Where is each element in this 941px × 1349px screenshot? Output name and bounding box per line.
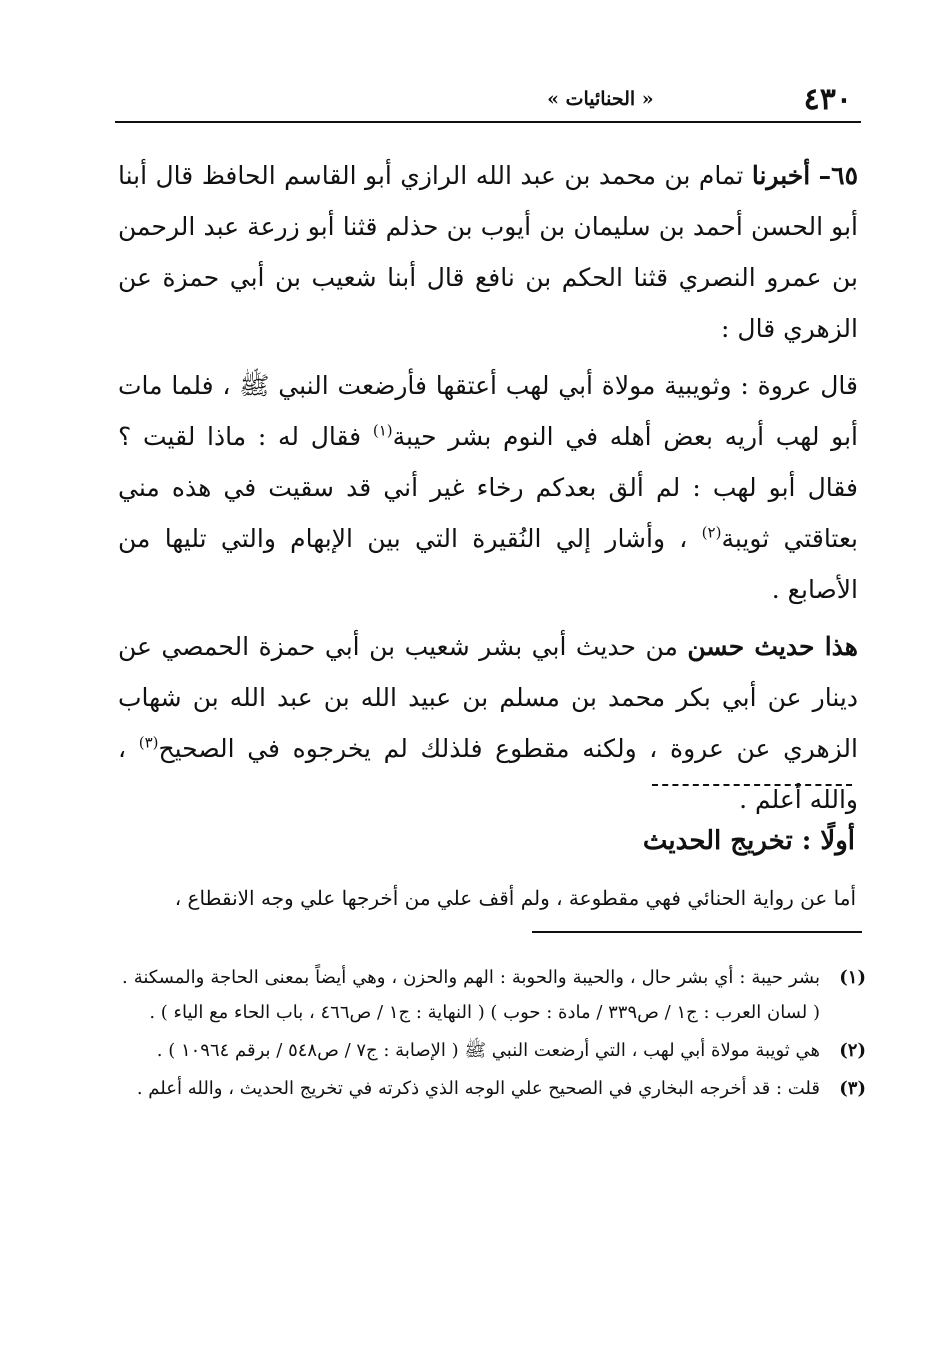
- footnote-rule: [532, 931, 862, 933]
- footnote-2: [122, 1033, 866, 1068]
- section-heading: أولًا : تخريج الحديث: [642, 826, 855, 856]
- opening-word: أخبرنا: [751, 161, 811, 190]
- main-text: [118, 150, 858, 831]
- matn-paragraph: [118, 360, 858, 615]
- footnote-3: [122, 1071, 866, 1106]
- isnad-text: تمام بن محمد بن عبد الله الرازي أبو القاسم الحافظ قال أبنا أبو الحسن أحمد بن سليمان بن أيوب بن حذلم قثنا أبو زرعة عبد الرحمن بن عمرو النصري قثنا الحكم بن نافع قال أبنا شعيب بن أبي حمزة عن الزهري قال :: [118, 161, 858, 343]
- running-title: « الحنائيات »: [547, 88, 654, 110]
- footnote-number: (٣): [839, 1078, 866, 1099]
- header-rule: [115, 121, 861, 123]
- footnote-number: (٢): [839, 1040, 866, 1061]
- matn-text-1: قال عروة : وثويبية مولاة أبي لهب أعتقها فأرضعت النبي ﷺ ، فلما مات أبو لهب أريه بعض أهله في النوم بشر حيبة: [118, 371, 858, 451]
- footnote-ref-2[interactable]: (٢): [701, 523, 722, 542]
- matn-text-2: فقال له : ماذا لقيت ؟ فقال أبو لهب : لم ألق بعدكم رخاء غير أني قد سقيت في هذه مني بعتاقتي ثويبة: [118, 422, 858, 553]
- footnotes: [122, 960, 866, 1109]
- isnad-paragraph: [118, 150, 858, 354]
- verdict-paragraph: [118, 621, 858, 825]
- verdict-text-2: ، والله أعلم .: [118, 734, 858, 814]
- footnote-text: قلت : قد أخرجه البخاري في الصحيح علي الوجه الذي ذكرته في تخريج الحديث ، والله أعلم .: [136, 1078, 820, 1099]
- verdict-text-1: من حديث أبي بشر شعيب بن أبي حمزة الحمصي عن دينار عن أبي بكر محمد بن مسلم بن عبيد الله بن عبد الله بن شهاب الزهري عن عروة ، ولكنه مقطوع فلذلك لم يخرجوه في الصحيح: [118, 632, 858, 763]
- footnote-ref-3[interactable]: (٣): [138, 733, 159, 752]
- verdict-bold: هذا حديث حسن: [687, 632, 858, 661]
- section-separator: [652, 784, 852, 788]
- hadith-number: ٦٥–: [818, 161, 859, 190]
- page-header: [115, 78, 860, 120]
- footnote-ref-1[interactable]: (١): [372, 421, 393, 440]
- footnote-1: [122, 960, 866, 1030]
- footnote-text: بشر حيبة : أي بشر حال ، والحيبة والحوبة : الهم والحزن ، وهي أيضاً بمعنى الحاجة والمسكنة . ( لسان العرب : ج١ / ص٣٣٩ / مادة : حوب ) ( النهاية : ج١ / ص٤٦٦ ، باب الحاء مع الياء ) .: [122, 967, 820, 1023]
- page-number: ٤٣٠: [803, 81, 852, 117]
- footnote-number: (١): [839, 967, 866, 988]
- matn-text-3: ، وأشار إلي النُقيرة التي بين الإبهام والتي تليها من الأصابع .: [118, 524, 858, 604]
- section-text: أما عن رواية الحنائي فهي مقطوعة ، ولم أقف علي من أخرجها علي وجه الانقطاع ،: [174, 886, 856, 910]
- footnote-text: هي ثويبة مولاة أبي لهب ، التي أرضعت النبي ﷺ ( الإصابة : ج٧ / ص٥٤٨ / برقم ١٠٩٦٤ ) .: [156, 1040, 820, 1061]
